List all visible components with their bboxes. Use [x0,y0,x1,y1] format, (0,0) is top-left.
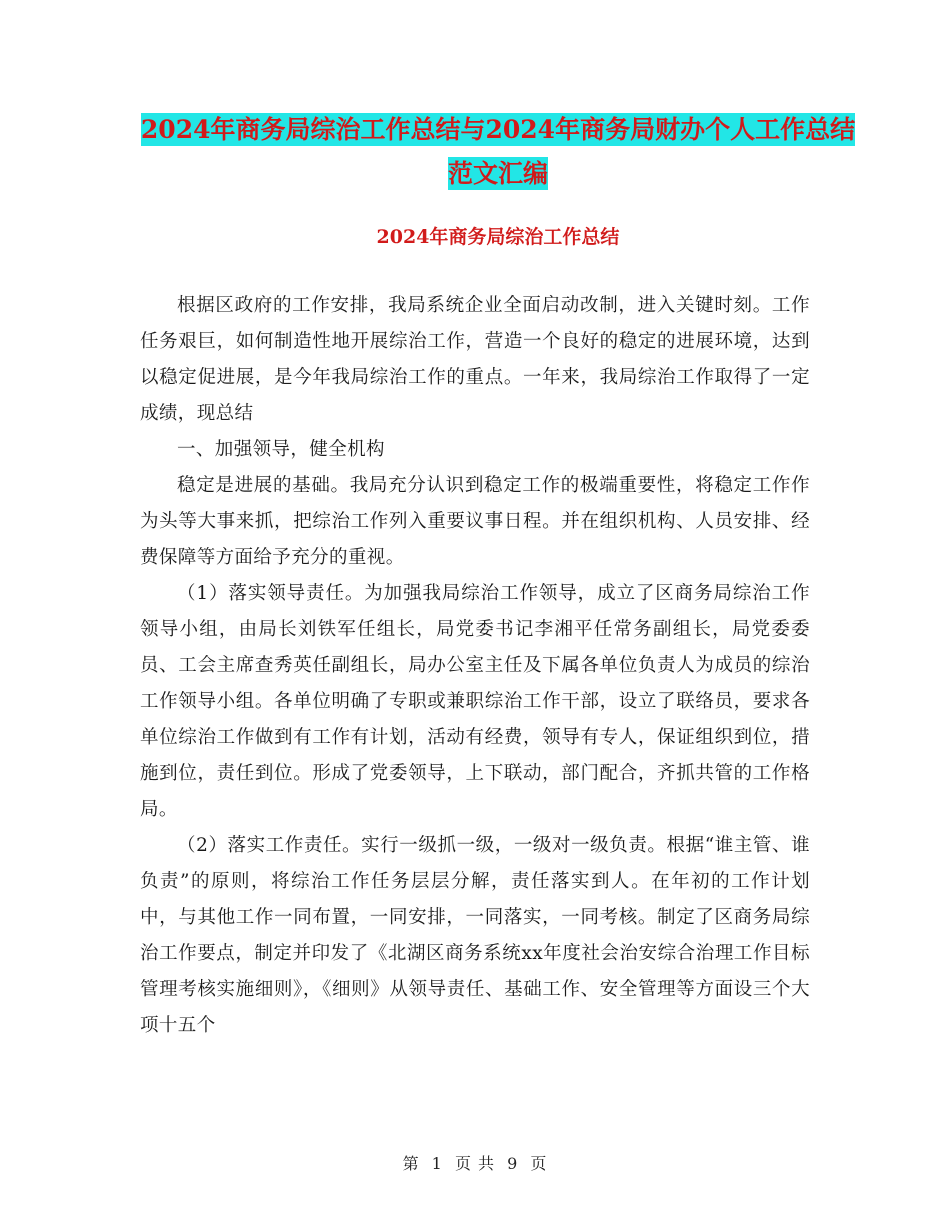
paragraph-heading-1: 一、加强领导，健全机构 [177,439,385,460]
section-title: 2024年商务局综治工作总结 [376,226,620,248]
document-body [140,288,810,1044]
page-label-prefix: 第 [402,1154,420,1173]
paragraph-intro: 根据区政府的工作安排，我局系统企业全面启动改制，进入关键时刻。工作任务艰巨，如何制造性地开展综治工作，营造一个良好的稳定的进展环境，达到以稳定促进展，是今年我局综治工作的重点。一年来，我局综治工作取得了一定成绩，现总结 [140,295,810,424]
page-current-number: 1 [431,1154,443,1173]
document-title-highlight: 2024年商务局综治工作总结与2024年商务局财办个人工作总结范文汇编 [140,115,856,188]
page-footer [0,1151,950,1174]
page-label-mid: 页 共 [454,1154,496,1173]
paragraph-leadership-responsibility: （1）落实领导责任。为加强我局综治工作领导，成立了区商务局综治工作领导小组，由局长刘铁军任组长，局党委书记李湘平任常务副组长，局党委委员、工会主席查秀英任副组长，局办公室主任及下属各单位负责人为成员的综治工作领导小组。各单位明确了专职或兼职综治工作干部，设立了联络员，要求各单位综治工作做到有工作有计划，活动有经费，领导有专人，保证组织到位，措施到位，责任到位。形成了党委领导，上下联动，部门配合，齐抓共管的工作格局。 [140,583,810,820]
paragraph-stability: 稳定是进展的基础。我局充分认识到稳定工作的极端重要性，将稳定工作作为头等大事来抓，把综治工作列入重要议事日程。并在组织机构、人员安排、经费保障等方面给予充分的重视。 [140,475,810,568]
paragraph-work-responsibility: （2）落实工作责任。实行一级抓一级，一级对一级负责。根据“谁主管、谁负责”的原则，将综治工作任务层层分解，责任落实到人。在年初的工作计划中，与其他工作一同布置，一同安排，一同落实，一同考核。制定了区商务局综治工作要点，制定并印发了《北湖区商务系统xx年度社会治安综合治理工作目标管理考核实施细则》，《细则》从领导责任、基础工作、安全管理等方面设三个大项十五个 [140,835,810,1036]
page-label-suffix: 页 [530,1154,548,1173]
document-title [140,108,856,196]
page-total-number: 9 [507,1154,519,1173]
